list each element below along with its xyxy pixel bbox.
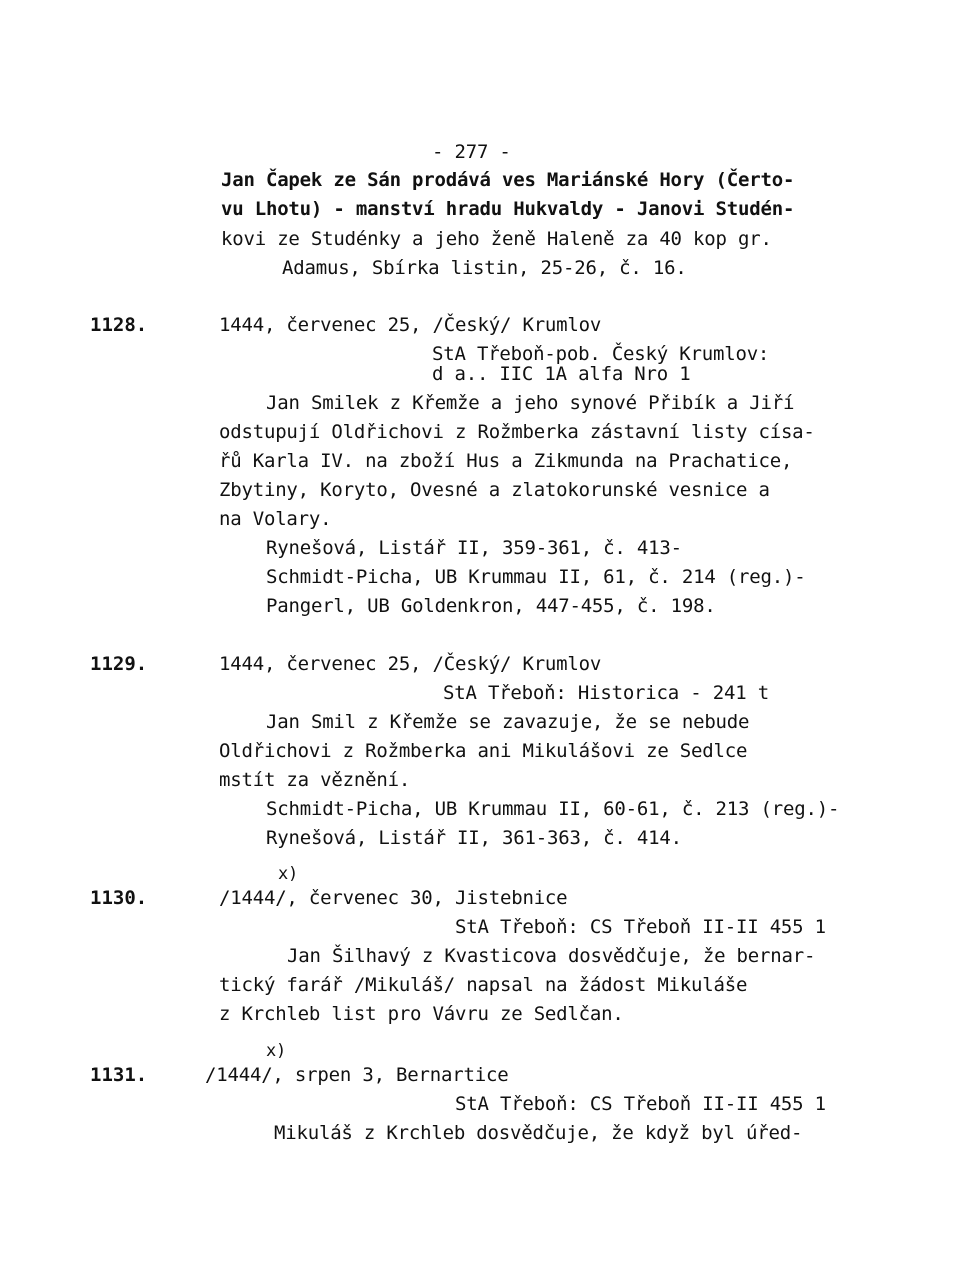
entry-archive: StA Třeboň: Historica - 241 t (443, 682, 769, 704)
entry-heading: 1444, červenec 25, /Český/ Krumlov (219, 314, 602, 336)
entry-archive: d a.. IIC 1A alfa Nro 1 (432, 363, 691, 385)
entry-reference: Rynešová, Listář II, 361-363, č. 414. (266, 827, 682, 849)
entry-text: tický farář /Mikuláš/ napsal na žádost Mikuláše (219, 974, 748, 996)
entry-text: Zbytiny, Koryto, Ovesné a zlatokorunské vesnice a (219, 479, 770, 501)
intro-reference: Adamus, Sbírka listin, 25-26, č. 16. (282, 257, 687, 279)
entry-archive: StA Třeboň: CS Třeboň II-II 455 1 (455, 916, 826, 938)
entry-heading: 1444, červenec 25, /Český/ Krumlov (219, 653, 602, 675)
entry-heading: /1444/, červenec 30, Jistebnice (219, 887, 568, 909)
entry-reference: Schmidt-Picha, UB Krummau II, 60-61, č. 213 (reg.)- (266, 798, 840, 820)
entry-text: na Volary. (219, 508, 332, 530)
entry-reference: Rynešová, Listář II, 359-361, č. 413- (266, 537, 682, 559)
entry-number: 1129. (90, 653, 148, 675)
intro-line: kovi ze Studénky a jeho ženě Haleně za 40 kop gr. (221, 228, 772, 250)
intro-line: Jan Čapek ze Sán prodává ves Mariánské Hory (Čerto- (221, 169, 795, 191)
entry-text: Oldřichovi z Rožmberka ani Mikulášovi ze Sedlce (219, 740, 748, 762)
entry-number: 1128. (90, 314, 148, 336)
intro-line: vu Lhotu) - manství hradu Hukvaldy - Janovi Studén- (221, 198, 795, 220)
entry-number: 1130. (90, 887, 148, 909)
entry-text: Jan Šilhavý z Kvasticova dosvědčuje, že bernar- (287, 945, 816, 967)
entry-text: Mikuláš z Krchleb dosvědčuje, že když byl úřed- (274, 1122, 803, 1144)
entry-text: Jan Smil z Křemže se zavazuje, že se nebude (266, 711, 750, 733)
entry-text: odstupují Oldřichovi z Rožmberka zástavní listy císa- (219, 421, 815, 443)
page-number: - 277 - (432, 141, 511, 163)
entry-text: Jan Smilek z Křemže a jeho synové Přibík a Jiří (266, 392, 795, 414)
entry-reference: Pangerl, UB Goldenkron, 447-455, č. 198. (266, 595, 716, 617)
entry-text: mstít za věznění. (219, 769, 411, 791)
entry-archive: StA Třeboň: CS Třeboň II-II 455 1 (455, 1093, 826, 1115)
footnote-mark: x) (278, 864, 299, 884)
entry-text: řů Karla IV. na zboží Hus a Zikmunda na Prachatice, (219, 450, 793, 472)
entry-heading: /1444/, srpen 3, Bernartice (205, 1064, 509, 1086)
entry-archive: StA Třeboň-pob. Český Krumlov: (432, 343, 770, 365)
entry-number: 1131. (90, 1064, 148, 1086)
entry-reference: Schmidt-Picha, UB Krummau II, 61, č. 214 (reg.)- (266, 566, 806, 588)
entry-text: z Krchleb list pro Vávru ze Sedlčan. (219, 1003, 624, 1025)
footnote-mark: x) (266, 1041, 287, 1061)
